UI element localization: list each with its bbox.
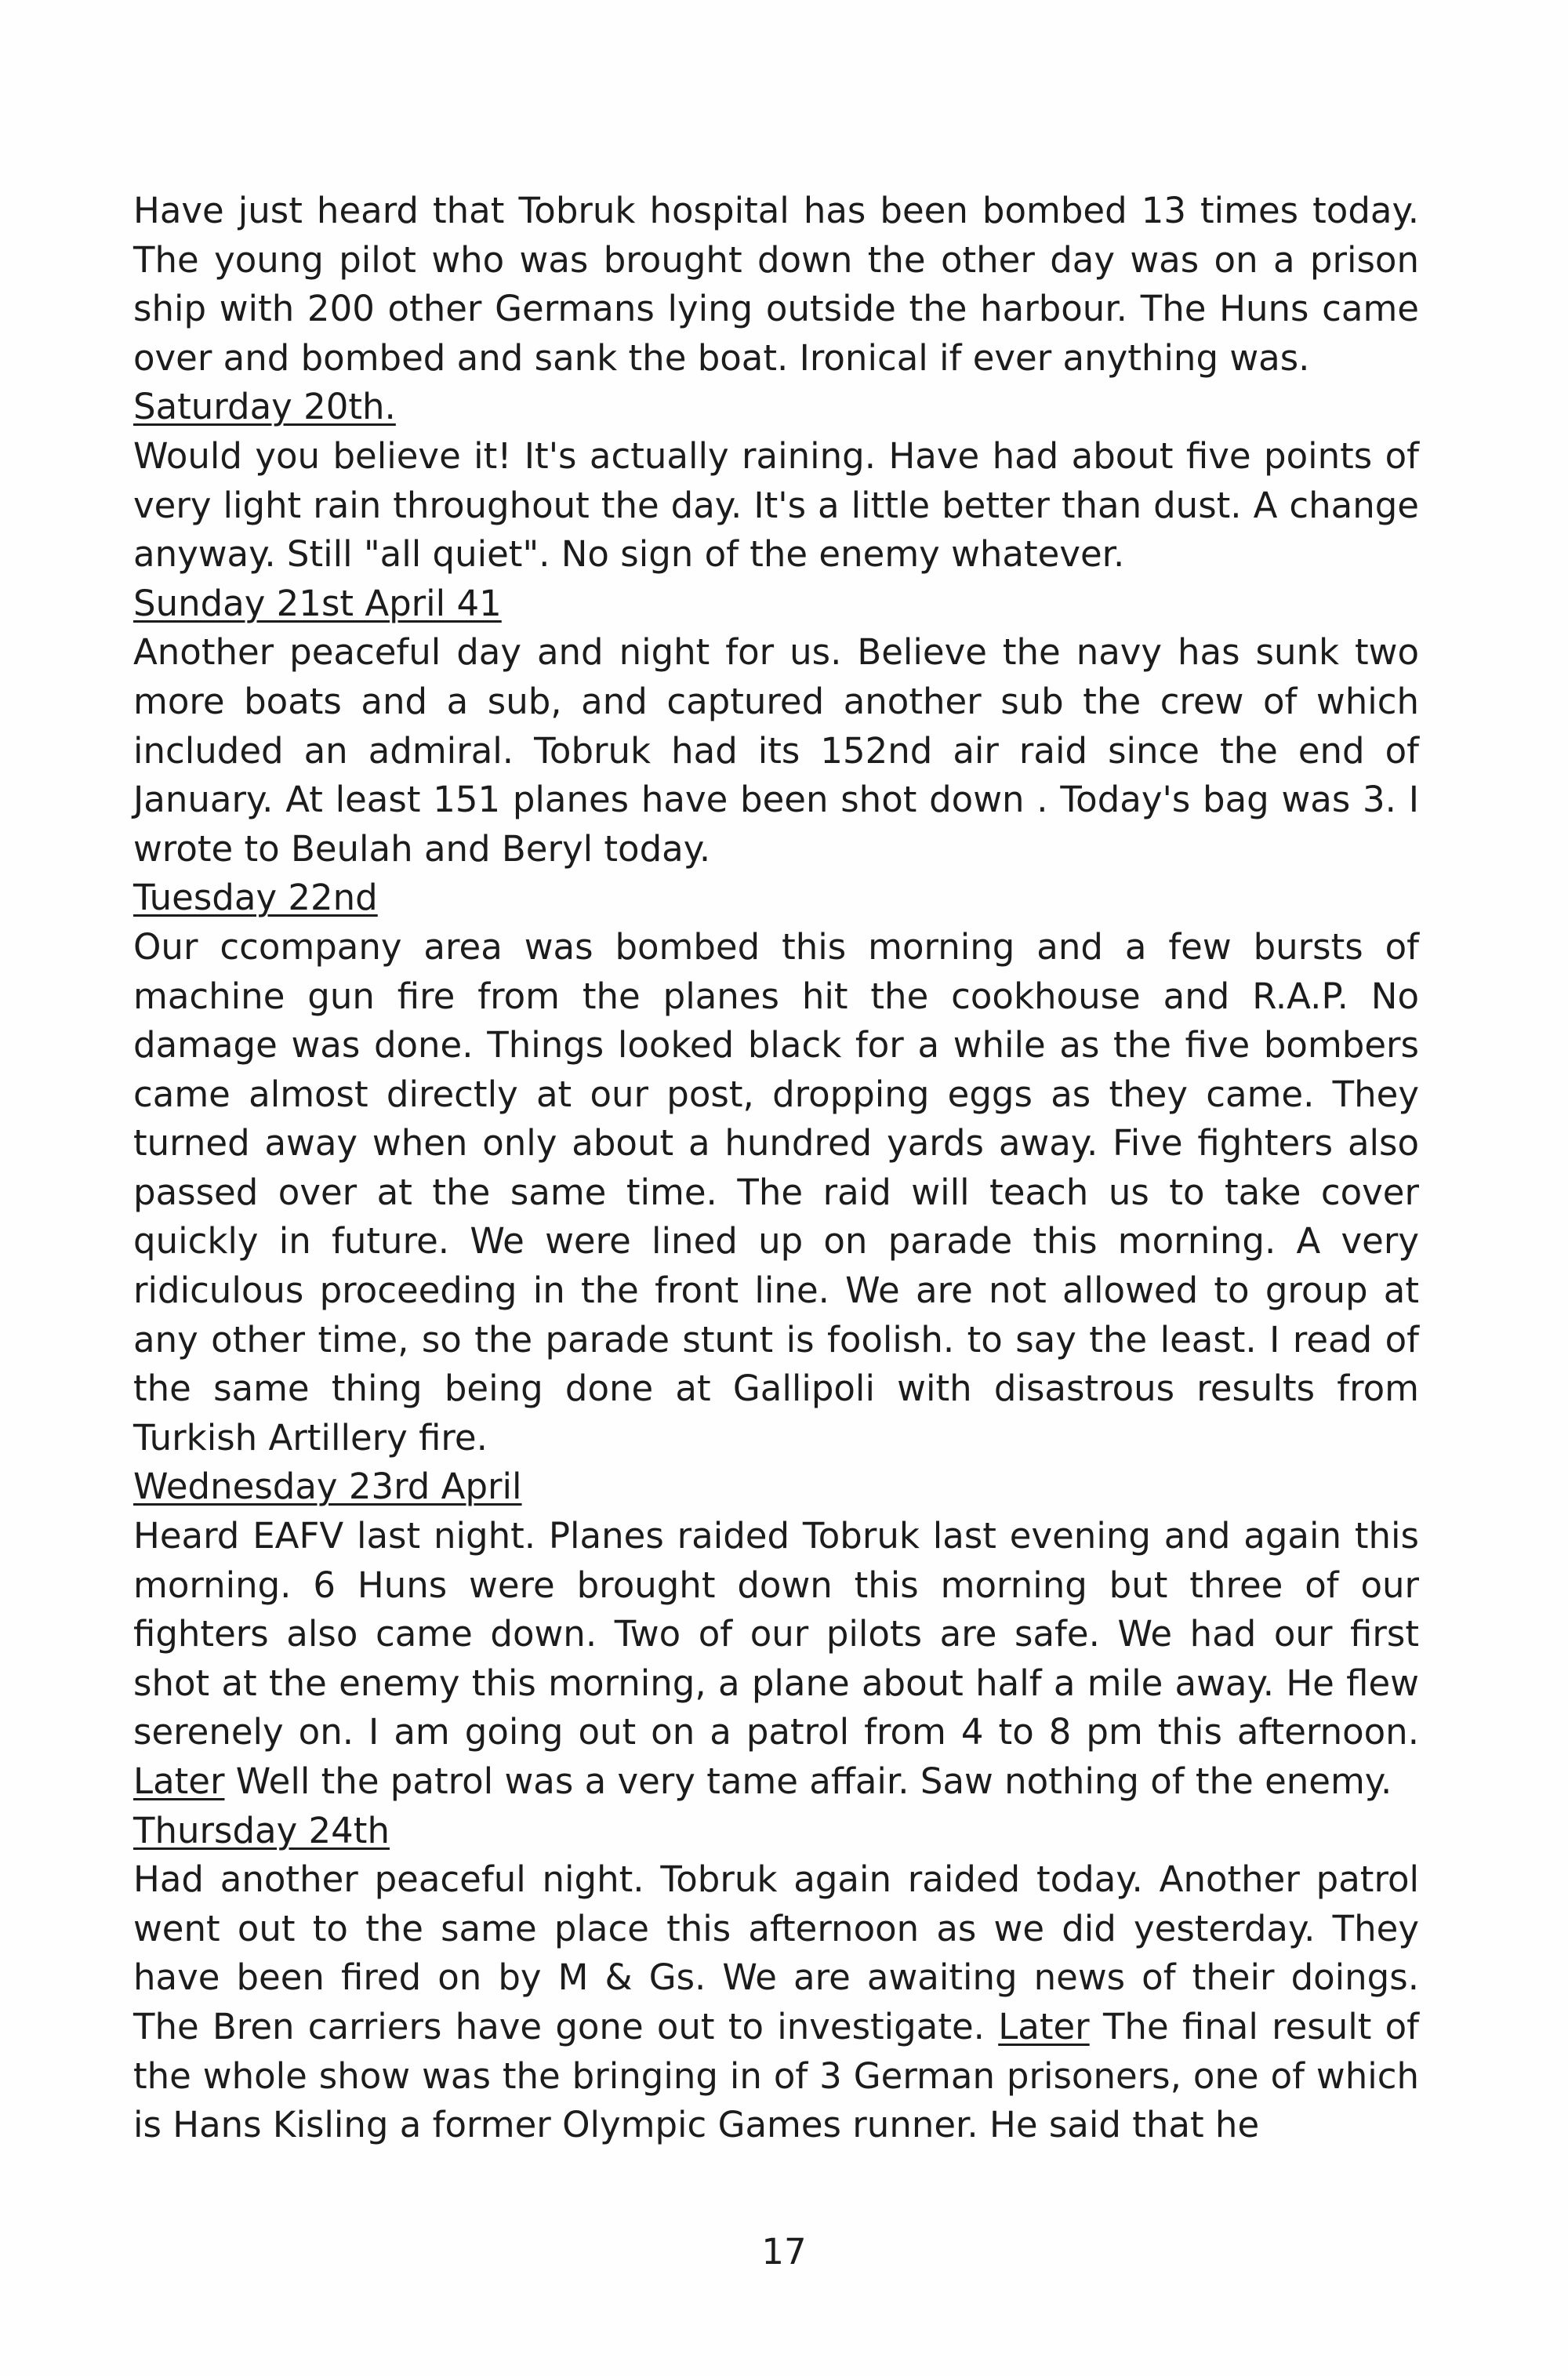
entry-body-saturday: Would you believe it! It's actually raining. Have had about five points of very light rain throughout the day. It's a little better than dust. A change anyway. Still "all quiet". No sign of the enemy whatever. [133,434,1419,576]
entry-body-sunday: Another peaceful day and night for us. Believe the navy has sunk two more boats and a sub, and captured another sub the crew of which included an admiral. Tobruk had its 152nd air raid since the end of January. At least 151 planes have been shot down . Today's bag was 3. I wrote to Beulah and Beryl today. [133,631,1419,870]
wednesday-text-before: Heard EAFV last night. Planes raided Tobruk last evening and again this morning. 6 Huns were brought down this morning but three of our fighters also came down. Two of our pilots are safe. We had our first shot at the enemy this morning, a plane about half a mile away. He flew serenely on. I am going out on a patrol from 4 to 8 pm this afternoon. [133,1515,1419,1753]
page-number: 17 [761,2231,807,2272]
entry-heading-saturday: Saturday 20th. [133,386,396,428]
entry-heading-thursday: Thursday 24th [133,1809,390,1851]
entry-body-wednesday [133,1512,1419,1807]
thursday-text-after: The final result of the whole show was the bringing in of 3 German prisoners, one of which is Hans Kisling a former Olympic Games runner. He said that he [133,2005,1419,2146]
wednesday-text-after: Well the patrol was a very tame affair. Saw nothing of the enemy. [235,1760,1392,1802]
diary-text [133,187,1419,2150]
entry-body-thursday [133,1855,1419,2150]
entry-heading-tuesday: Tuesday 22nd [133,877,378,919]
intro-paragraph: Have just heard that Tobruk hospital has been bombed 13 times today. The young pilot who was brought down the other day was on a prison ship with 200 other Germans lying outside the harbour. The Huns came over and bombed and sank the boat. Ironical if ever anything was. [133,190,1419,379]
thursday-later-label: Later [998,2005,1090,2047]
wednesday-later-label: Later [133,1760,225,1802]
entry-heading-wednesday: Wednesday 23rd April [133,1466,522,1508]
entry-body-tuesday: Our ccompany area was bombed this morning and a few bursts of machine gun fire from the planes hit the cookhouse and R.A.P. No damage was done. Things looked black for a while as the five bombers came almost directly at our post, dropping eggs as they came. They turned away when only about a hundred yards away. Five fighters also passed over at the same time. The raid will teach us to take cover quickly in future. We were lined up on parade this morning. A very ridiculous proceeding in the front line. We are not allowed to group at any other time, so the parade stunt is foolish. to say the least. I read of the same thing being done at Gallipoli with disastrous results from Turkish Artillery fire. [133,925,1419,1459]
entry-heading-sunday: Sunday 21st April 41 [133,582,502,624]
thursday-text-before: Had another peaceful night. Tobruk again raided today. Another patrol went out to the same place this afternoon as we did yesterday. They have been fired on by M & Gs. We are awaiting news of their doings. The Bren carriers have gone out to investigate. [133,1858,1419,2047]
